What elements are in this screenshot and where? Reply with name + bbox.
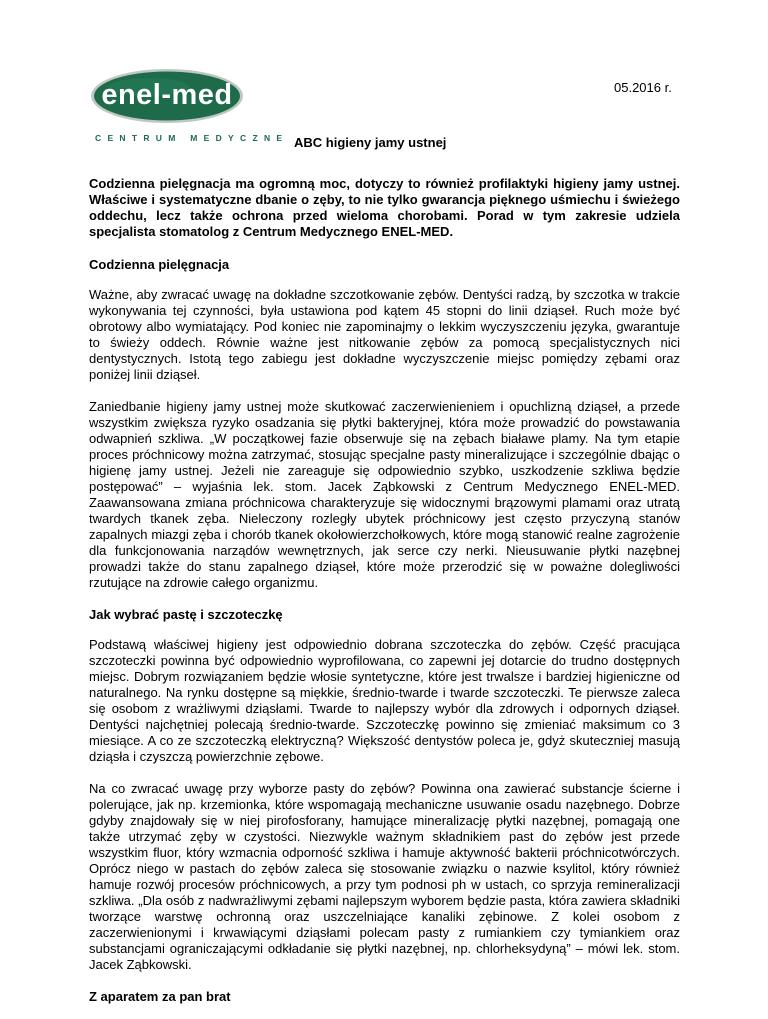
document-date: 05.2016 r. (614, 80, 672, 95)
enel-med-logo (89, 67, 289, 147)
page-title: ABC higieny jamy ustnej (294, 135, 447, 150)
paragraph: Podstawą właściwej higieny jest odpowiednio dobrana szczoteczka do zębów. Część pracująca szczoteczki powinna być odpowiednio wyprofilowana, co zapewni jej dotarcie do trudno dostępnych miejsc. Dobrym rozwiązaniem będzie włosie syntetyczne, które jest trwalsze i bardziej higieniczne od naturalnego. Na rynku dostępne są miękkie, średnio-twarde i twarde szczoteczki. Te pierwsze zaleca się osobom z wrażliwymi dziąsłami. Twarde to najlepszy wybór dla zdrowych i odpornych dziąseł. Dentyści najchętniej polecają średnio-twarde. Szczoteczkę powinno się zmieniać maksimum co 3 miesiące. A co ze szczoteczką elektryczną? Większość dentystów poleca je, gdyż skuteczniej masują dziąsła i czyszczą powierzchnie zębowe. (89, 637, 680, 764)
logo-subtitle: CENTRUM MEDYCZNE (95, 133, 289, 143)
paragraph: Ważne, aby zwracać uwagę na dokładne szczotkowanie zębów. Dentyści radzą, by szczotka w trakcie wykonywania tej czynności, była ustawiona pod kątem 45 stopni do linii dziąseł. Ruch może być obrotowy albo wymiatający. Pod koniec nie zapominajmy o lekkim wyczyszczeniu języka, gwarantuje to świeży oddech. Równie ważne jest nitkowanie zębów za pomocą specjalistycznych nici dentystycznych. Istotą tego zabiegu jest dokładne wyczyszczenie miejsc pomiędzy zębami oraz poniżej linii dziąseł. (89, 287, 680, 382)
article-body (89, 176, 680, 1019)
paragraph: Na co zwracać uwagę przy wyborze pasty do zębów? Powinna ona zawierać substancje ścierne i polerujące, jak np. krzemionka, które wspomagają mechaniczne usuwanie osadu nazębnego. Dobrze gdyby znajdowały się w niej pirofosforany, hamujące mineralizację płytki nazębnej, pomagają one także utrzymać zęby w czystości. Niezwykle ważnym składnikiem past do zębów jest przede wszystkim fluor, który wzmacnia odporność szkliwa i hamuje aktywność bakterii próchnicotwórczych. Oprócz niego w pastach do zębów zaleca się stosowanie związku o nazwie ksylitol, który również hamuje rozwój procesów próchnicowych, a przy tym podnosi ph w ustach, co sprzyja remineralizacji szkliwa. „Dla osób z nadwrażliwymi zębami najlepszym wyborem będzie pasta, która zawiera składniki tworzące warstwę ochronną oraz uszczelniające kanaliki zębinowe. Z kolei osobom z zaczerwienionymi i krwawiącymi dziąsłami polecam pasty z rumiankiem czy tymiankiem oraz substancjami ograniczającymi odkładanie się płytki nazębnej, np. chlorheksydyną” – mówi lek. stom. Jacek Ząbkowski. (89, 781, 680, 972)
lead-paragraph: Codzienna pielęgnacja ma ogromną moc, dotyczy to również profilaktyki higieny jamy ustnej. Właściwe i systematyczne dbanie o zęby, to nie tylko gwarancja pięknego uśmiechu i świeżego oddechu, lecz także ochrona przed wieloma chorobami. Porad w tym zakresie udziela specjalista stomatolog z Centrum Medycznego ENEL-MED. (89, 176, 680, 239)
logo-wordmark: enel-med (101, 78, 233, 111)
paragraph: Zaniedbanie higieny jamy ustnej może skutkować zaczerwienieniem i opuchlizną dziąseł, a przede wszystkim zwiększa ryzyko osadzania się płytki bakteryjnej, która może prowadzić do powstawania odwapnień szkliwa. „W początkowej fazie obserwuje się na zębach białawe plamy. Na tym etapie proces próchnicowy można zatrzymać, stosując specjalne pasty mineralizujące i szczególnie dbając o higienę jamy ustnej. Jeżeli nie zareaguje się odpowiednio szybko, uszkodzenie szkliwa będzie postępować” – wyjaśnia lek. stom. Jacek Ząbkowski z Centrum Medycznego ENEL-MED. Zaawansowana zmiana próchnicowa charakteryzuje się widocznymi brązowymi plamami oraz utratą twardych tkanek zęba. Nieleczony rozległy ubytek próchnicowy jest często przyczyną stanów zapalnych miazgi zęba i chorób tkanek okołowierzchołkowych, które mogą stanowić realne zagrożenie dla funkcjonowania narządów wewnętrznych, jak serce czy nerki. Nieusuwanie płytki nazębnej prowadzi także do stanu zapalnego dziąseł, które może przerodzić się w poważne dolegliwości rzutujące na zdrowie całego organizmu. (89, 399, 680, 590)
section-heading-choosing-paste: Jak wybrać pastę i szczoteczkę (89, 607, 283, 622)
section-heading-daily-care: Codzienna pielęgnacja (89, 257, 230, 272)
section-heading-braces: Z aparatem za pan brat (89, 989, 231, 1004)
